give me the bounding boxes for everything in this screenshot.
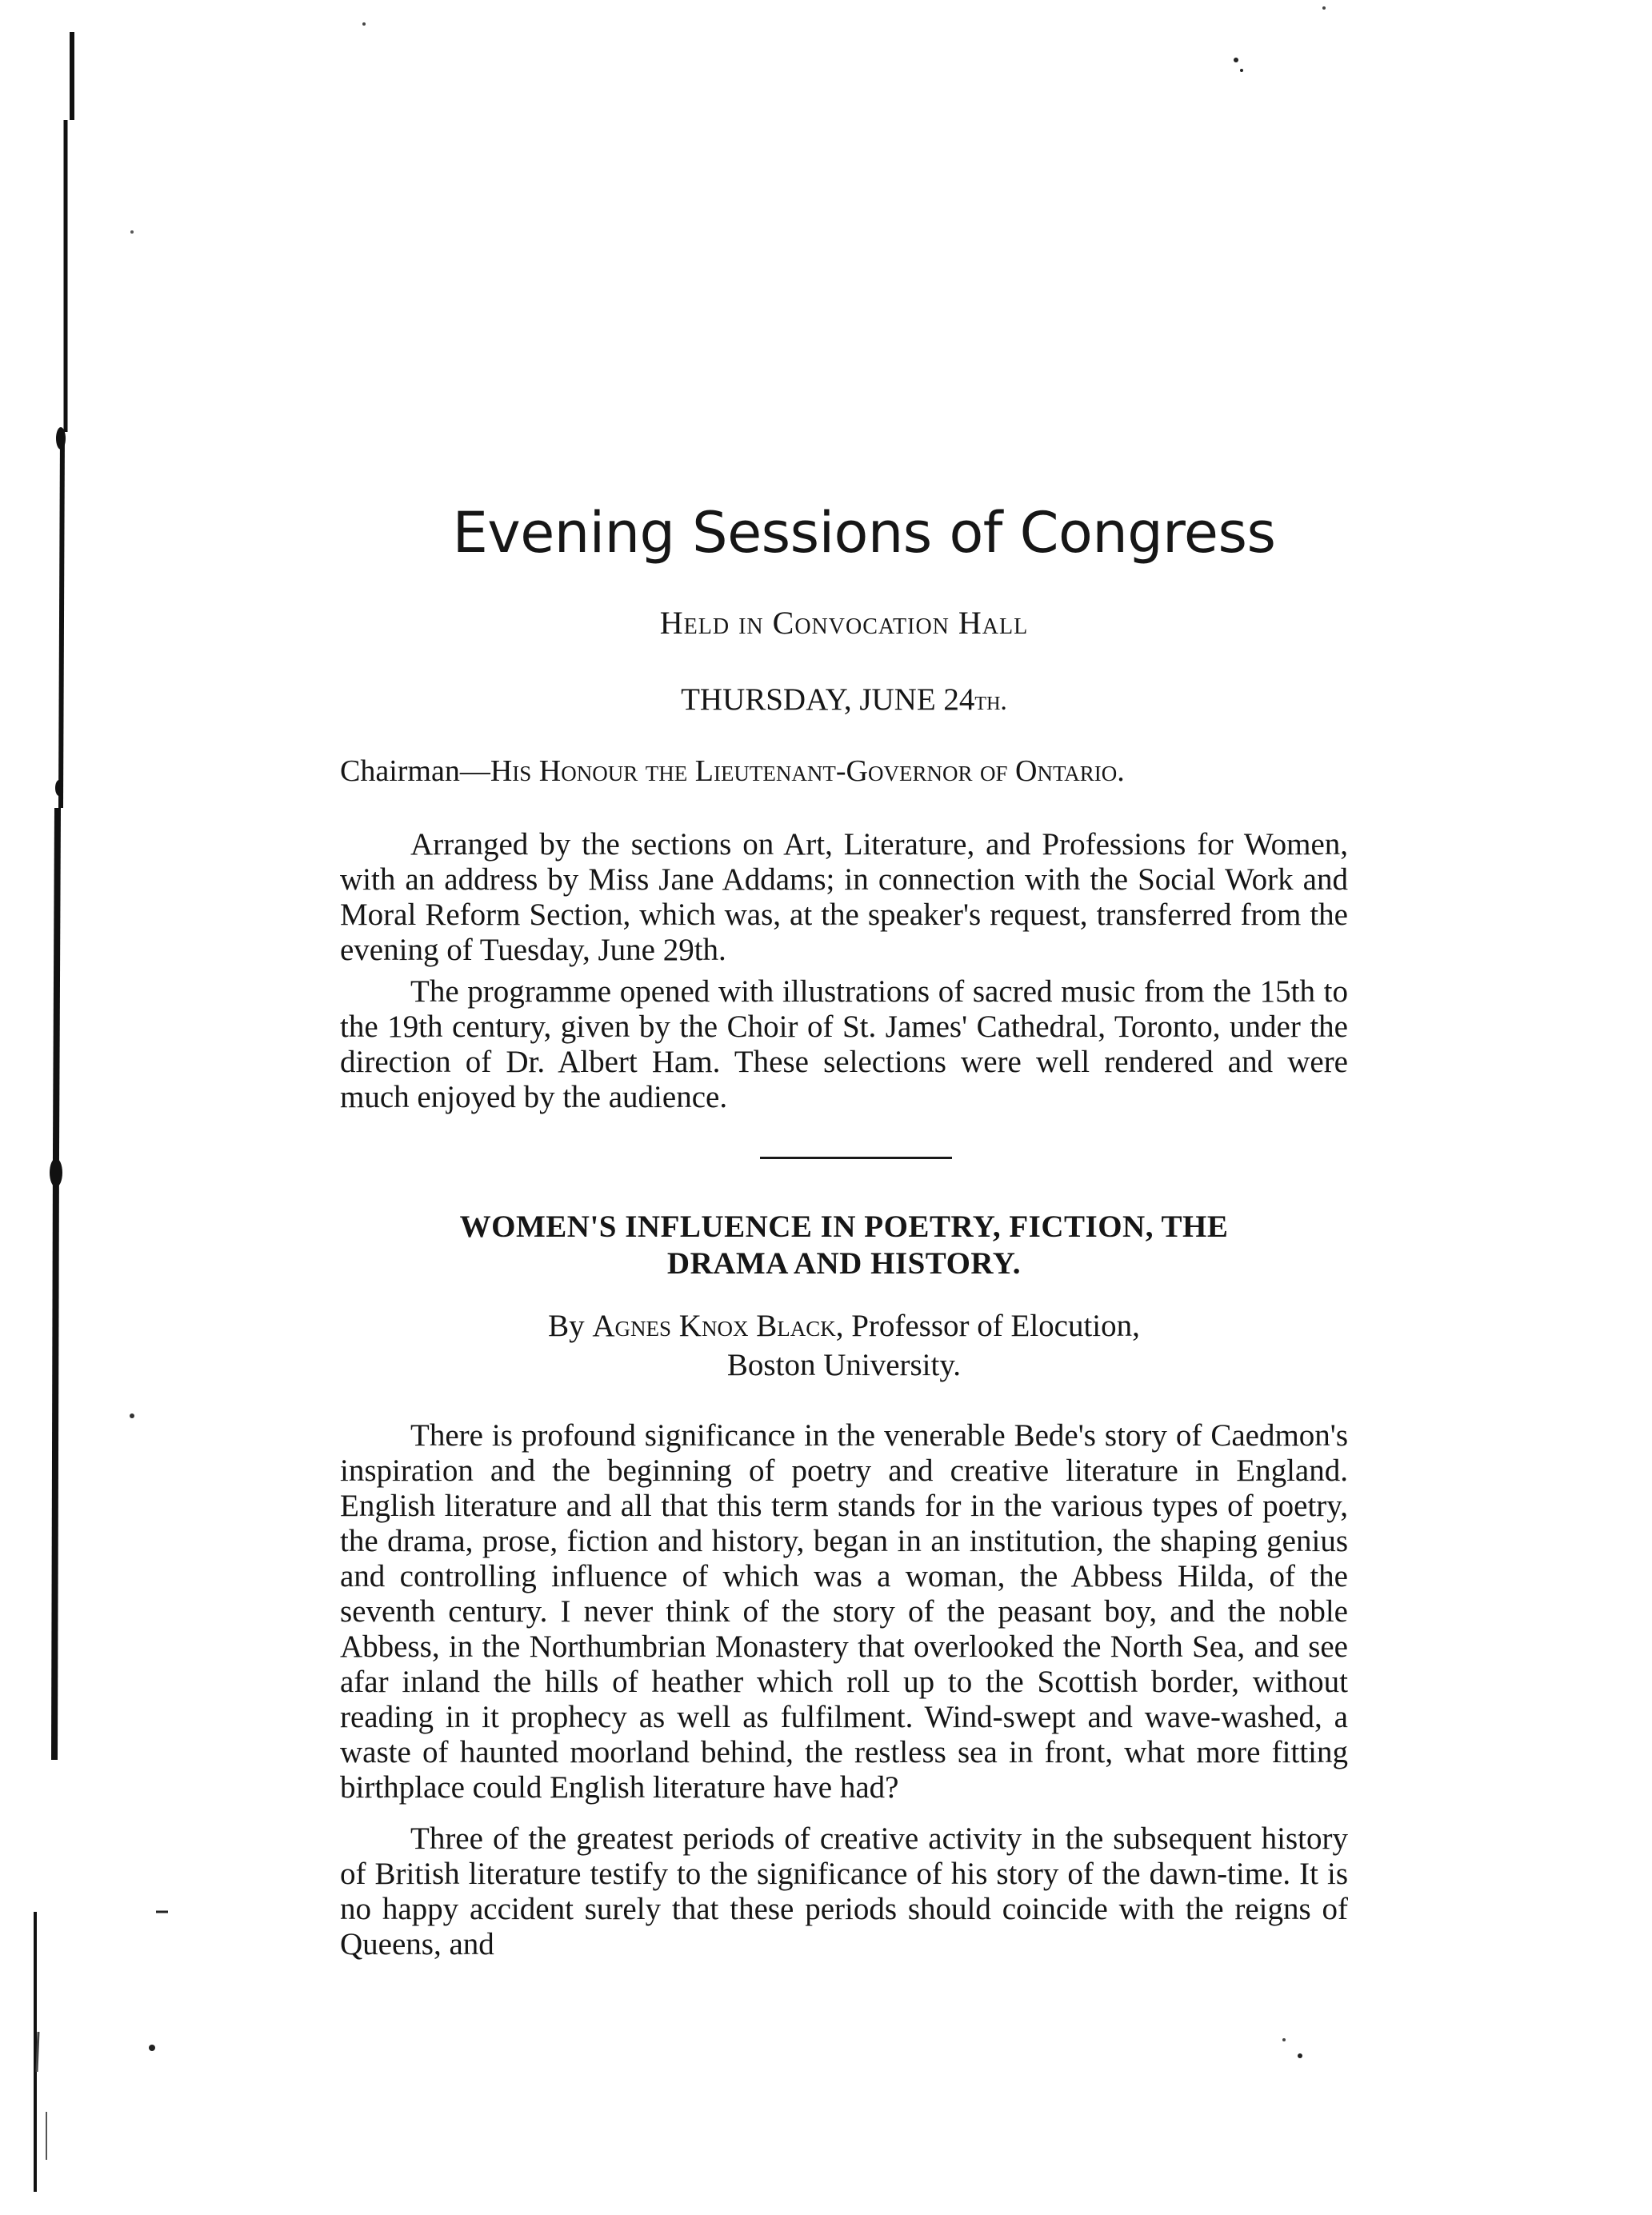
page-title: Evening Sessions of Congress [452, 500, 1276, 566]
article-title-line-1: WOMEN'S INFLUENCE IN POETRY, FICTION, THE [459, 1209, 1229, 1244]
byline-institution: Boston University. [726, 1348, 962, 1382]
byline-role: , Professor of Elocution, [835, 1309, 1140, 1343]
chairman-line [340, 754, 1348, 789]
session-date-suffix: th. [974, 686, 1007, 716]
session-date-main: THURSDAY, JUNE 24 [681, 682, 975, 717]
venue-subtitle: Held in Convocation Hall [659, 605, 1029, 641]
body-paragraph: There is profound significance in the venerable Bede's story of Caedmon's inspiration and the beginning of poetry and creative literature in England. English literature and all that this term stands for in the various types of poetry, the drama, prose, fiction and history, began in an institution, the shaping genius and controlling influence of which was a woman, the Abbess Hilda, of the seventh century. I never think of the story of the peasant boy, and the noble Abbess, in the Northumbrian Monastery that overlooked the North Sea, and see afar inland the hills of heather which roll up to the Scottish border, without reading in it prophecy as well as fulfilment. Wind-swept and wave-washed, a waste of haunted moorland behind, the restless sea in front, what more fitting birthplace could English literature have had? [340, 1418, 1348, 1805]
session-date [340, 682, 1348, 718]
article-byline [340, 1306, 1348, 1385]
intro-paragraph: The programme opened with illustrations of sacred music from the 15th to the 19th century, given by the Choir of St. James' Cathedral, Toronto, under the direction of Dr. Albert Ham. These selections were well rendered and were much enjoyed by the audience. [340, 974, 1348, 1114]
section-divider [760, 1157, 952, 1159]
article-title [340, 1209, 1348, 1282]
chairman-prefix: Chairman— [340, 754, 490, 788]
chairman-name: His Honour the Lieutenant-Governor of Ontario. [490, 754, 1125, 788]
binding-edge [0, 0, 96, 2215]
byline-by: By [548, 1309, 593, 1343]
body-paragraph: Three of the greatest periods of creative activity in the subsequent history of British literature testify to the significance of his story of the dawn-time. It is no happy accident surely that these periods should coincide with the reigns of Queens, and [340, 1821, 1348, 1961]
page-content [340, 500, 1348, 1962]
article-title-line-2: DRAMA AND HISTORY. [666, 1246, 1022, 1281]
byline-author: Agnes Knox Black [592, 1309, 836, 1343]
intro-paragraph: Arranged by the sections on Art, Literature, and Professions for Women, with an address by Miss Jane Addams; in connection with the Social Work and Moral Reform Section, which was, at the speaker's request, transferred from the evening of Tuesday, June 29th. [340, 827, 1348, 967]
